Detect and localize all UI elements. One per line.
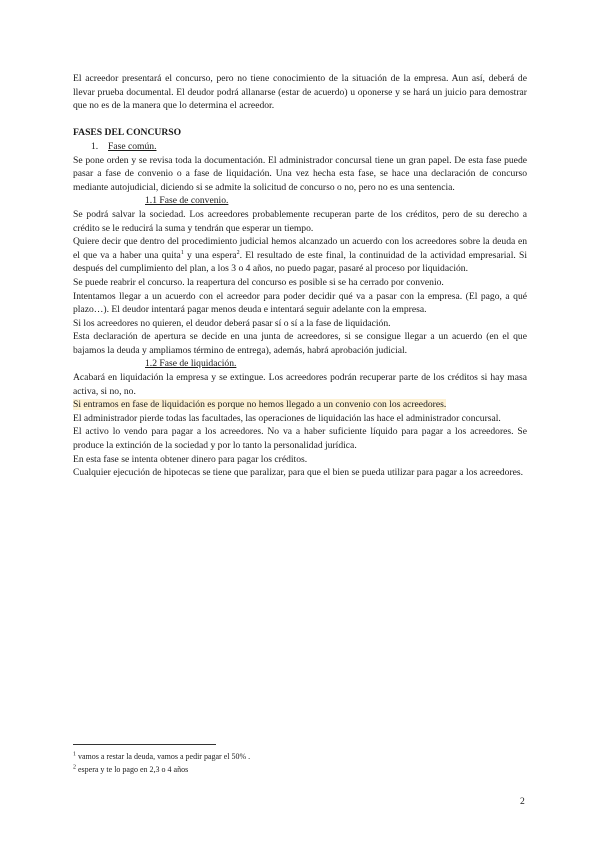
- paragraph-liquidacion-1: Acabará en liquidación la empresa y se extingue. Los acreedores podrán recuperar parte de los créditos si hay masa activa, si no, no.: [73, 372, 527, 397]
- paragraph-liquidacion-5: Cualquier ejecución de hipotecas se tiene que paralizar, para que el bien se pueda utilizar para pagar a los acreedores.: [73, 467, 524, 479]
- paragraph-convenio-4: Intentamos llegar a un acuerdo con el acreedor para poder decidir qué va a pasar con la empresa. (El pago, a qué plazo…). El deudor intentará pagar menos deuda e intentará seguir adelante con la empresa.: [73, 290, 527, 316]
- body-text: [73, 72, 527, 480]
- footnote-text-2: espera y te lo pago en 2,3 o 4 años: [76, 764, 189, 774]
- footnote-ref-1: 1: [180, 249, 184, 256]
- paragraph-text: Quiere decir que dentro del procedimiento judicial hemos alcanzado un acuerdo con los acreedores sobre la deuda en el que va a haber una quita: [73, 236, 527, 261]
- subsection-convenio-title: 1.1 Fase de convenio.: [145, 195, 229, 207]
- paragraph-convenio-6: Esta declaración de apertura se decide en una junta de acreedores, si se consigue llegar a un acuerdo (en el que bajamos la deuda y ampliamos término de entrega), además, habrá aprobación judicial.: [73, 331, 527, 356]
- paragraph-liquidacion-4: En esta fase se intenta obtener dinero para pagar los créditos.: [73, 453, 308, 465]
- footnotes: [73, 751, 250, 776]
- footnote-mark-1: 1: [73, 751, 76, 758]
- paragraph-convenio-3: Se puede reabrir el concurso. la reapertura del concurso es posible si se ha cerrado por convenio.: [73, 276, 444, 288]
- footnote-2: [73, 764, 250, 777]
- paragraph-convenio-1: Se podrá salvar la sociedad. Los acreedores probablemente recuperan parte de los créditos, pero de su derecho a crédito se le reducirá la suma y tendrán que esperar un tiempo.: [73, 208, 527, 234]
- paragraph-text: y una espera: [183, 249, 237, 261]
- footnote-divider: [73, 744, 216, 745]
- section-1-label: Fase común.: [108, 140, 157, 152]
- highlighted-text: Si entramos en fase de liquidación es porque no hemos llegado a un convenio con los acreedores.: [73, 399, 447, 411]
- footnote-1: [73, 751, 250, 764]
- paragraph-text: . El resultado de este final, la continuidad de la actividad empresarial. Si después del cumplimiento del plan, a los 3 o 4 años, no puedo pagar, pasaré al proceso por liquidación.: [73, 249, 527, 275]
- paragraph-fase-comun: Se pone orden y se revisa toda la documentación. El administrador concursal tiene un gran papel. De esta fase puede pasar a fase de convenio o a fase de liquidación. Una vez hecha esta fase, se hace una declaración de concurso mediante autojudicial, diciendo si se admite la solicitud de concurso o no, pero no es una sentencia.: [73, 154, 527, 193]
- footnote-text-1: vamos a restar la deuda, vamos a pedir pagar el 50% .: [76, 752, 251, 761]
- paragraph-convenio-2: [73, 235, 527, 276]
- highlighted-paragraph: [73, 398, 527, 412]
- section-heading: FASES DEL CONCURSO: [73, 127, 182, 139]
- footnote-ref-2: 2: [236, 249, 240, 256]
- page-number: 2: [520, 796, 525, 807]
- paragraph-convenio-5: Si los acreedores no quieren, el deudor deberá pasar sí o sí a la fase de liquidación.: [73, 317, 391, 329]
- paragraph-liquidacion-2: El administrador pierde todas las facultades, las operaciones de liquidación las hace el administrador concursal.: [73, 412, 501, 424]
- footnote-mark-2: 2: [73, 763, 76, 770]
- section-1-title: [73, 140, 527, 154]
- subsection-liquidacion-title: 1.2 Fase de liquidación.: [145, 358, 237, 370]
- paragraph-liquidacion-3: El activo lo vendo para pagar a los acreedores. No va a haber suficiente líquido para pagar a los acreedores. Se produce la extinción de la sociedad y por lo tanto la personalidad jurídica.: [73, 426, 527, 452]
- section-1-number: 1.: [91, 140, 99, 152]
- intro-paragraph: El acreedor presentará el concurso, pero no tiene conocimiento de la situación de la empresa. Aun así, deberá de llevar prueba documental. El deudor podrá allanarse (estar de acuerdo) u oponerse y se hará un juicio para demostrar que no es de la manera que lo determina el acreedor.: [73, 73, 527, 112]
